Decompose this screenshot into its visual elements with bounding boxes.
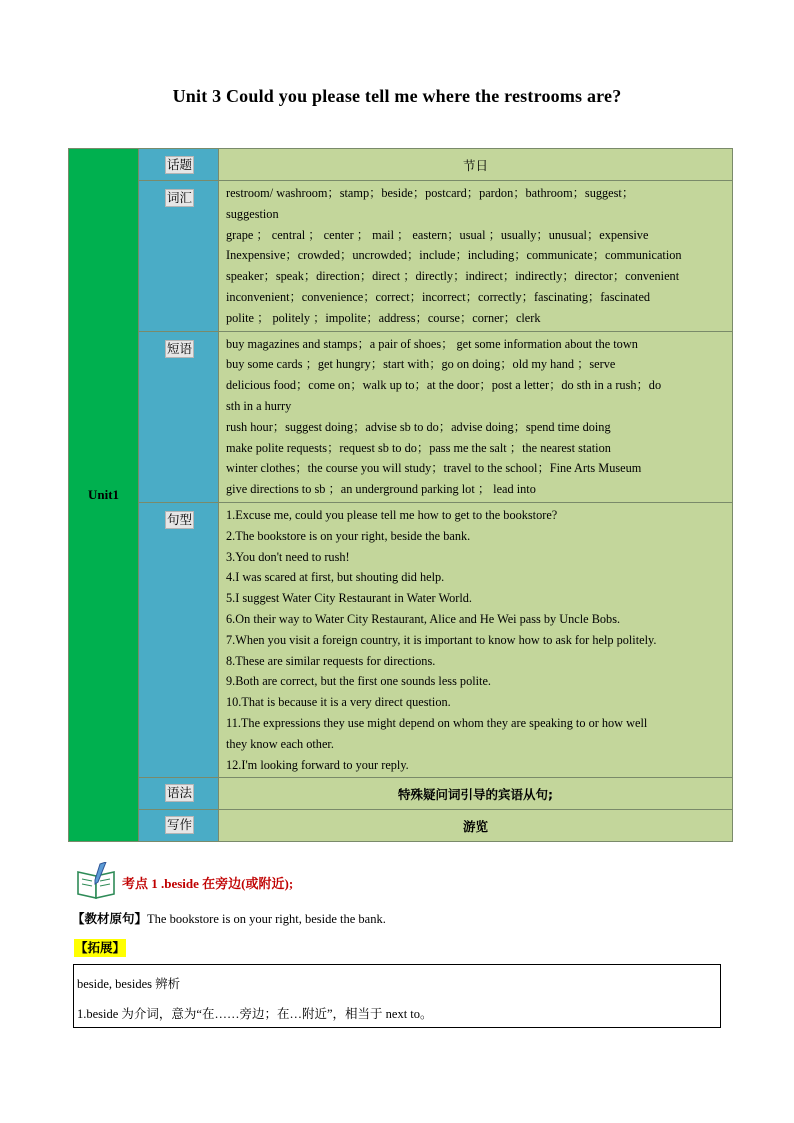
- expand-line-1: beside, besides 辨析: [77, 977, 181, 991]
- vocab-content-cell: [219, 181, 733, 332]
- expand-tag: 【拓展】: [75, 940, 126, 955]
- topic-content-cell: [219, 149, 733, 181]
- sentence-line: 5.I suggest Water City Restaurant in Water World.: [226, 591, 472, 606]
- phrases-content-cell: [219, 331, 733, 502]
- vocab-line: suggestion: [226, 206, 279, 221]
- phrases-lines: [219, 332, 732, 502]
- vocab-label-cell: [139, 181, 219, 332]
- sentence-line: 3.You don't need to rush!: [226, 549, 350, 564]
- grammar-label: 语法: [167, 785, 193, 801]
- sentence-line: 10.That is because it is a very direct question.: [226, 695, 451, 710]
- vocab-line: speaker；speak；direction；direct ；directly；indirect；indirectly；director；convenient: [226, 269, 680, 284]
- phrase-line: sth in a hurry: [226, 398, 292, 413]
- book-pencil-icon: [76, 862, 118, 900]
- writing-content-cell: [219, 810, 733, 842]
- unit-label: Unit1: [87, 487, 120, 503]
- grammar-content: 特殊疑问词引导的宾语从句;: [398, 786, 553, 802]
- sentence-line: 4.I was scared at first, but shouting did help.: [226, 570, 445, 585]
- phrase-line: buy some cards ；get hungry；start with；go on doing；old my hand ；serve: [226, 357, 616, 372]
- sentence-line: 6.On their way to Water City Restaurant, Alice and He Wei pass by Uncle Bobs.: [226, 611, 621, 626]
- textbook-sentence: [72, 909, 386, 927]
- phrase-line: winter clothes；the course you will study；travel to the school；Fine Arts Museum: [226, 461, 642, 476]
- key-point-header: [76, 862, 736, 902]
- sentences-label-cell: [139, 502, 219, 777]
- vocab-label: 词汇: [167, 190, 193, 205]
- vocab-line: grape ； central ； center ； mail ； eastern；usual ；usually；unusual；expensive: [226, 227, 649, 242]
- phrase-line: buy magazines and stamps；a pair of shoes； get some information about the town: [226, 336, 638, 351]
- phrase-line: delicious food；come on；walk up to；at the door；post a letter；do sth in a rush；do: [226, 378, 662, 393]
- unit-summary-table: [68, 148, 733, 842]
- phrase-line: rush hour；suggest doing；advise sb to do；advise doing；spend time doing: [226, 419, 611, 434]
- phrases-label: 短语: [167, 340, 193, 356]
- sentence-line: 1.Excuse me, could you please tell me how to get to the bookstore?: [226, 507, 558, 522]
- topic-label: 话题: [167, 157, 193, 172]
- sentence-line: 7.When you visit a foreign country, it is important to know how to ask for help politely.: [226, 632, 657, 647]
- vocab-line: restroom/ washroom；stamp；beside；postcard；pardon；bathroom；suggest；: [226, 186, 635, 200]
- writing-label: 写作: [167, 817, 193, 833]
- phrase-line: make polite requests；request sb to do；pass me the salt ；the nearest station: [226, 440, 611, 455]
- sentence-line: 2.The bookstore is on your right, beside the bank.: [226, 528, 471, 543]
- writing-content: 游览: [462, 818, 488, 834]
- unit-cell: [69, 149, 139, 842]
- page-title: Unit 3 Could you please tell me where the restrooms are?: [172, 86, 622, 106]
- topic-label-cell: [139, 149, 219, 181]
- sentences-content-cell: [219, 502, 733, 777]
- textbook-sentence-text: The bookstore is on your right, beside the bank.: [147, 912, 386, 926]
- textbook-sentence-tag: 【教材原句】: [72, 911, 148, 926]
- sentence-line: 9.Both are correct, but the first one sounds less polite.: [226, 674, 492, 689]
- expand-box: [73, 964, 721, 1028]
- grammar-label-cell: [139, 778, 219, 810]
- vocab-lines: [219, 181, 732, 331]
- sentences-label: 句型: [167, 511, 193, 527]
- sentence-line: they know each other.: [226, 736, 334, 751]
- sentences-lines: [219, 503, 732, 777]
- grammar-content-cell: [219, 778, 733, 810]
- phrase-line: give directions to sb ；an underground parking lot ； lead into: [226, 482, 536, 497]
- sentence-line: 11.The expressions they use might depend on whom they are speaking to or how well: [226, 715, 648, 730]
- sentence-line: 8.These are similar requests for directions.: [226, 653, 436, 668]
- key-point-title: 考点 1 .beside 在旁边(或附近);: [122, 876, 294, 891]
- sentence-line: 12.I'm looking forward to your reply.: [226, 757, 409, 772]
- vocab-line: inconvenient；convenience；correct；incorrect；correctly；fascinating；fascinated: [226, 289, 651, 304]
- vocab-line: Inexpensive；crowded；uncrowded；include；including；communicate；communication: [226, 248, 682, 263]
- topic-content: 节日: [462, 157, 488, 173]
- expand-line-2: 1.beside 为介词，意为“在……旁边；在…附近”，相当于 next to。: [77, 1007, 433, 1021]
- vocab-line: polite ； politely ；impolite；address；course；corner；clerk: [226, 310, 541, 325]
- writing-label-cell: [139, 810, 219, 842]
- phrases-label-cell: [139, 331, 219, 502]
